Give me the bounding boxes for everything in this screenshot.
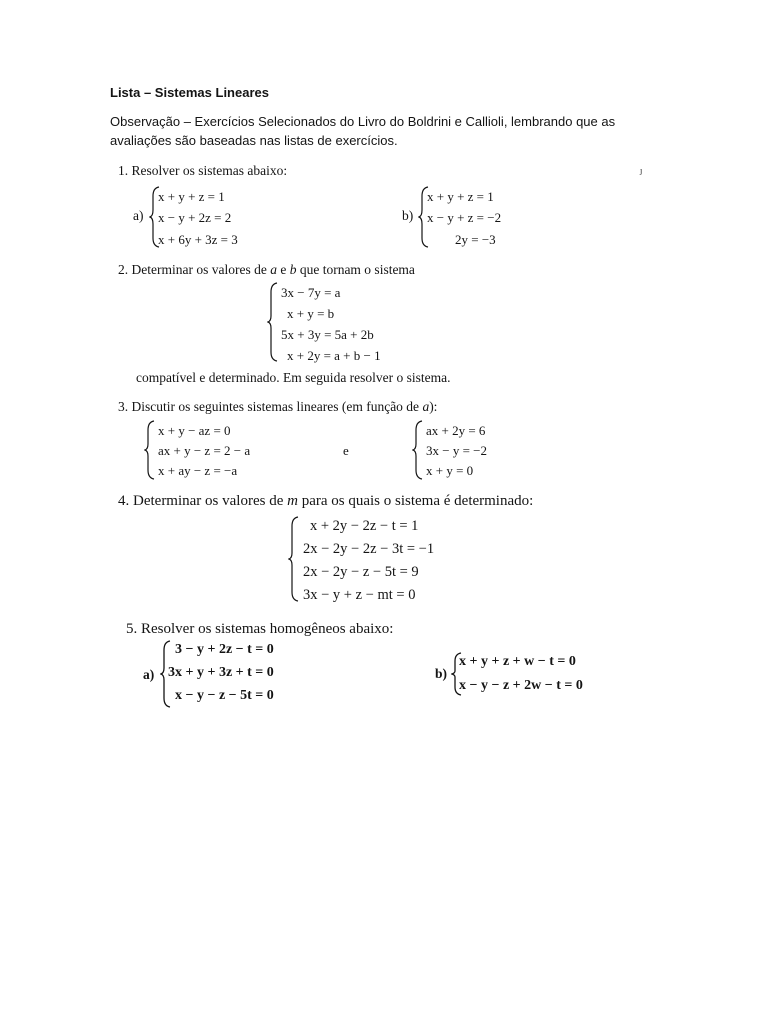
q1-b-label: b) [402,208,414,223]
q2-eq-3: 5x + 3y = 5a + 2b [281,327,374,342]
q1-a-eq-2: x − y + 2z = 2 [158,210,232,225]
q1-a-eq-1: x + y + z = 1 [158,189,225,204]
q3-left-brace-icon [144,420,156,480]
q1-b-eq-2: x − y + z = −2 [427,210,502,225]
document-title: Lista – Sistemas Lineares [110,85,269,100]
q5-a-eq-2: 3x + y + 3z + t = 0 [168,665,274,680]
q2-heading-end: que tornam o sistema [296,262,415,277]
q3-right-eq-3: x + y = 0 [426,463,474,478]
corner-mark: ȷ [640,166,643,175]
q4-eq-2: 2x − 2y − 2z − 3t = −1 [303,541,435,557]
q3-heading-start: 3. Discutir os seguintes sistemas lineares (em função de [118,399,423,414]
q3-right-eq-1: ax + 2y = 6 [426,423,486,438]
q2-eq-2: x + y = b [287,306,335,321]
q3-left-eq-3: x + ay − z = −a [158,463,238,478]
q5-a-label: a) [143,667,155,682]
q5-a-eq-1: 3 − y + 2z − t = 0 [175,642,274,657]
q5-heading: 5. Resolver os sistemas homogêneos abaixo: [126,621,394,637]
q1-heading: 1. Resolver os sistemas abaixo: [118,163,288,178]
q4-var-m: m [287,493,298,509]
q5-b-eq-1: x + y + z + w − t = 0 [459,654,576,669]
q3-var-a: a [422,399,430,414]
q2-footer: compatível e determinado. Em seguida resolver o sistema. [136,370,451,385]
q5-b-eq-2: x − y − z + 2w − t = 0 [459,678,583,693]
q1-a-label: a) [133,208,144,223]
q4-eq-3: 2x − 2y − z − 5t = 9 [303,564,419,580]
q2-var-b: b [289,262,297,277]
q3-right-eq-2: 3x − y = −2 [426,443,487,458]
q4-heading-start: 4. Determinar os valores de [118,493,288,509]
q3-connector: e [343,443,349,458]
q1-b-eq-1: x + y + z = 1 [427,189,494,204]
q2-eq-1: 3x − 7y = a [281,285,341,300]
q1-a-eq-3: x + 6y + 3z = 3 [158,232,238,247]
q5-b-label: b) [435,666,448,681]
q2-connector: e [276,262,290,277]
q3-left-eq-1: x + y − az = 0 [158,423,231,438]
q5-a-eq-3: x − y − z − 5t = 0 [175,688,274,703]
q4-brace-icon [288,516,300,602]
observation-note: Observação – Exercícios Selecionados do Livro do Boldrini e Callioli, lembrando que as avaliações são baseadas nas listas de exercícios. [110,114,616,148]
q4-heading-end: para os quais o sistema é determinado: [297,493,534,509]
q2-brace-icon [267,282,279,362]
q3-heading [118,399,437,415]
q3-right-brace-icon [412,420,424,480]
q4-eq-1: x + 2y − 2z − t = 1 [310,518,419,534]
q3-heading-end: ): [429,399,438,414]
q1-b-eq-3: 2y = −3 [455,232,496,247]
q2-heading-start: 2. Determinar os valores de [118,262,271,277]
q4-eq-4: 3x − y + z − mt = 0 [303,587,416,603]
q2-var-a: a [270,262,277,277]
q3-left-eq-2: ax + y − z = 2 − a [158,443,251,458]
q2-eq-4: x + 2y = a + b − 1 [287,348,381,363]
q4-heading [118,493,533,510]
q2-heading [118,262,415,278]
